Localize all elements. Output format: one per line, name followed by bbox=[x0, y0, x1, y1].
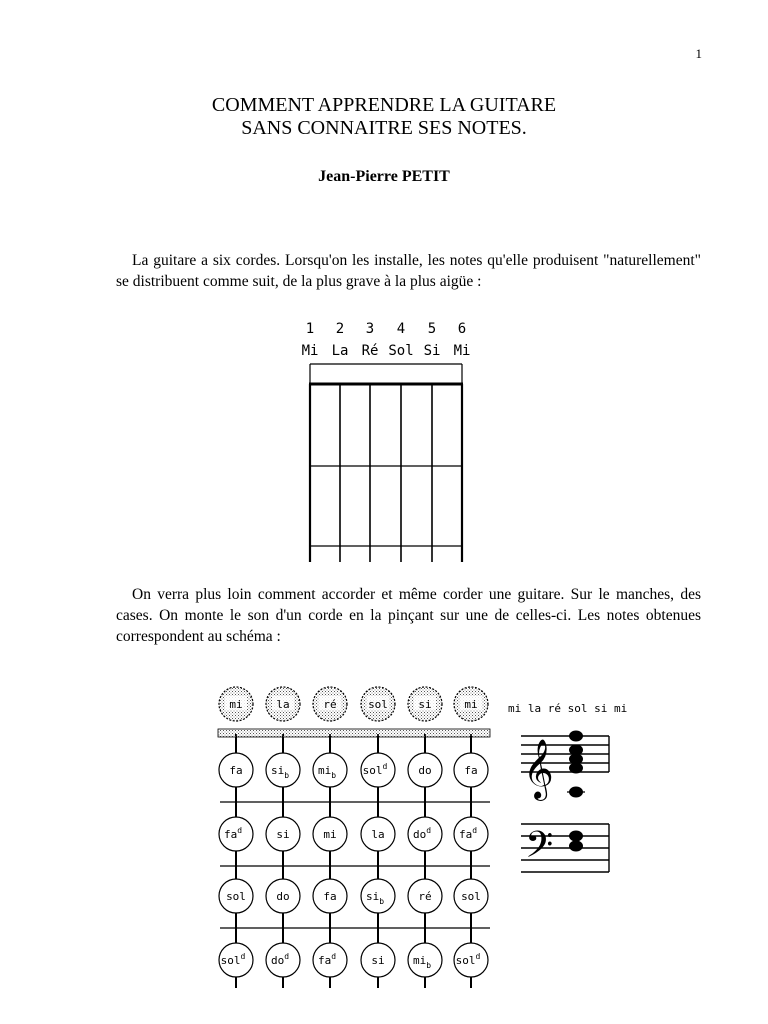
note-label: fa bbox=[464, 764, 478, 777]
note-label: $mi_b$ bbox=[412, 954, 432, 970]
note-label: $mi_b$ bbox=[317, 764, 337, 780]
string-note: Mi bbox=[301, 343, 319, 359]
note-label: si bbox=[371, 954, 385, 967]
string-note: Si bbox=[423, 343, 441, 359]
fret-note bbox=[454, 879, 488, 913]
staff-notation bbox=[505, 696, 628, 886]
fret-note bbox=[408, 943, 442, 977]
note-label: $si_b$ bbox=[365, 890, 385, 906]
open-note bbox=[313, 687, 347, 721]
string-number: 5 bbox=[427, 321, 437, 337]
treble-clef-icon: 𝄞 bbox=[523, 739, 554, 799]
bass-clef-icon: 𝄢 bbox=[525, 824, 554, 875]
note-label: fa bbox=[229, 764, 243, 777]
fret-note bbox=[266, 753, 300, 787]
note-label: sol$^d$ bbox=[362, 762, 388, 777]
fret-note bbox=[266, 817, 300, 851]
bass-staff bbox=[521, 824, 609, 875]
intro-paragraph: La guitare a six cordes. Lorsqu'on les installe, les notes qu'elle produisent "naturellement" se distribuent comme suit, de la plus grave à la plus aigüe : bbox=[116, 252, 701, 290]
fret-note bbox=[219, 753, 253, 787]
open-note bbox=[219, 687, 253, 721]
note-label: $do^d$ bbox=[412, 826, 432, 841]
fret-note bbox=[219, 817, 253, 851]
document-title bbox=[0, 94, 768, 140]
nut-bar bbox=[218, 729, 490, 737]
note-label: do bbox=[418, 764, 432, 777]
fret-note bbox=[313, 879, 347, 913]
fretboard-frets bbox=[218, 729, 490, 928]
note-head bbox=[569, 731, 583, 742]
fret-note bbox=[408, 753, 442, 787]
note-head bbox=[569, 763, 583, 774]
fret-note bbox=[361, 879, 395, 913]
fret-note bbox=[361, 817, 395, 851]
fret-note bbox=[361, 943, 395, 977]
note-label: mi bbox=[464, 698, 478, 711]
note-label: mi bbox=[229, 698, 243, 711]
fret-note bbox=[454, 817, 488, 851]
note-label: ré bbox=[323, 698, 337, 711]
fret-note bbox=[266, 943, 300, 977]
note-label: sol bbox=[368, 698, 388, 711]
note-label: $si_b$ bbox=[270, 764, 290, 780]
fret-note bbox=[266, 879, 300, 913]
fret-note bbox=[408, 817, 442, 851]
treble-staff bbox=[521, 731, 609, 802]
string-tuning-diagram bbox=[300, 318, 471, 564]
note-label: sol bbox=[226, 890, 246, 903]
open-note bbox=[454, 687, 488, 721]
string-note: Sol bbox=[388, 343, 414, 359]
string-number: 1 bbox=[305, 321, 315, 337]
fret-note bbox=[361, 753, 395, 787]
note-label: $fa^d$ bbox=[317, 952, 337, 967]
fret-note bbox=[454, 753, 488, 787]
fret-note bbox=[219, 943, 253, 977]
string-note: Mi bbox=[453, 343, 471, 359]
fretboard-notes-diagram bbox=[214, 682, 496, 992]
title-line-2: SANS CONNAITRE SES NOTES. bbox=[241, 117, 527, 139]
fret-note bbox=[313, 753, 347, 787]
fretboard-paragraph: On verra plus loin comment accorder et même corder une guitare. Sur le manches, des cases. On monte le son d'un corde en la pinçant sur une de celles-ci. Les notes obtenues correspondent au schéma : bbox=[116, 586, 701, 645]
note-label: $fa^d$ bbox=[223, 826, 243, 841]
title-line-1: COMMENT APPRENDRE LA GUITARE bbox=[211, 94, 557, 116]
note-label: si bbox=[276, 828, 290, 841]
page-number: 1 bbox=[695, 46, 702, 61]
fret-note bbox=[313, 817, 347, 851]
string-note: La bbox=[331, 343, 349, 359]
note-label: $fa^d$ bbox=[458, 826, 478, 841]
author-name: Jean-Pierre PETIT bbox=[318, 168, 450, 185]
note-label: fa bbox=[323, 890, 337, 903]
string-number: 6 bbox=[457, 321, 467, 337]
note-label: do bbox=[276, 890, 290, 903]
note-head bbox=[569, 831, 583, 842]
open-note bbox=[361, 687, 395, 721]
staff-caption: mi la ré sol si mi bbox=[508, 702, 628, 715]
note-label: sol$^d$ bbox=[220, 952, 246, 967]
note-label: si bbox=[418, 698, 432, 711]
note-label: sol$^d$ bbox=[455, 952, 481, 967]
fret-note bbox=[408, 879, 442, 913]
string-note: Ré bbox=[361, 343, 379, 359]
note-label: mi bbox=[323, 828, 337, 841]
open-note bbox=[408, 687, 442, 721]
fret-note bbox=[454, 943, 488, 977]
string-labels bbox=[302, 321, 471, 359]
string-number: 3 bbox=[365, 321, 375, 337]
note-head bbox=[569, 841, 583, 852]
string-number: 4 bbox=[396, 321, 406, 337]
note-label: la bbox=[276, 698, 290, 711]
string-number: 2 bbox=[335, 321, 345, 337]
fret-note bbox=[313, 943, 347, 977]
open-note bbox=[266, 687, 300, 721]
note-label: ré bbox=[418, 890, 432, 903]
note-label: $do^d$ bbox=[270, 952, 290, 967]
fretboard-grid bbox=[309, 364, 463, 562]
fret-note bbox=[219, 879, 253, 913]
note-label: la bbox=[371, 828, 385, 841]
note-label: sol bbox=[461, 890, 481, 903]
